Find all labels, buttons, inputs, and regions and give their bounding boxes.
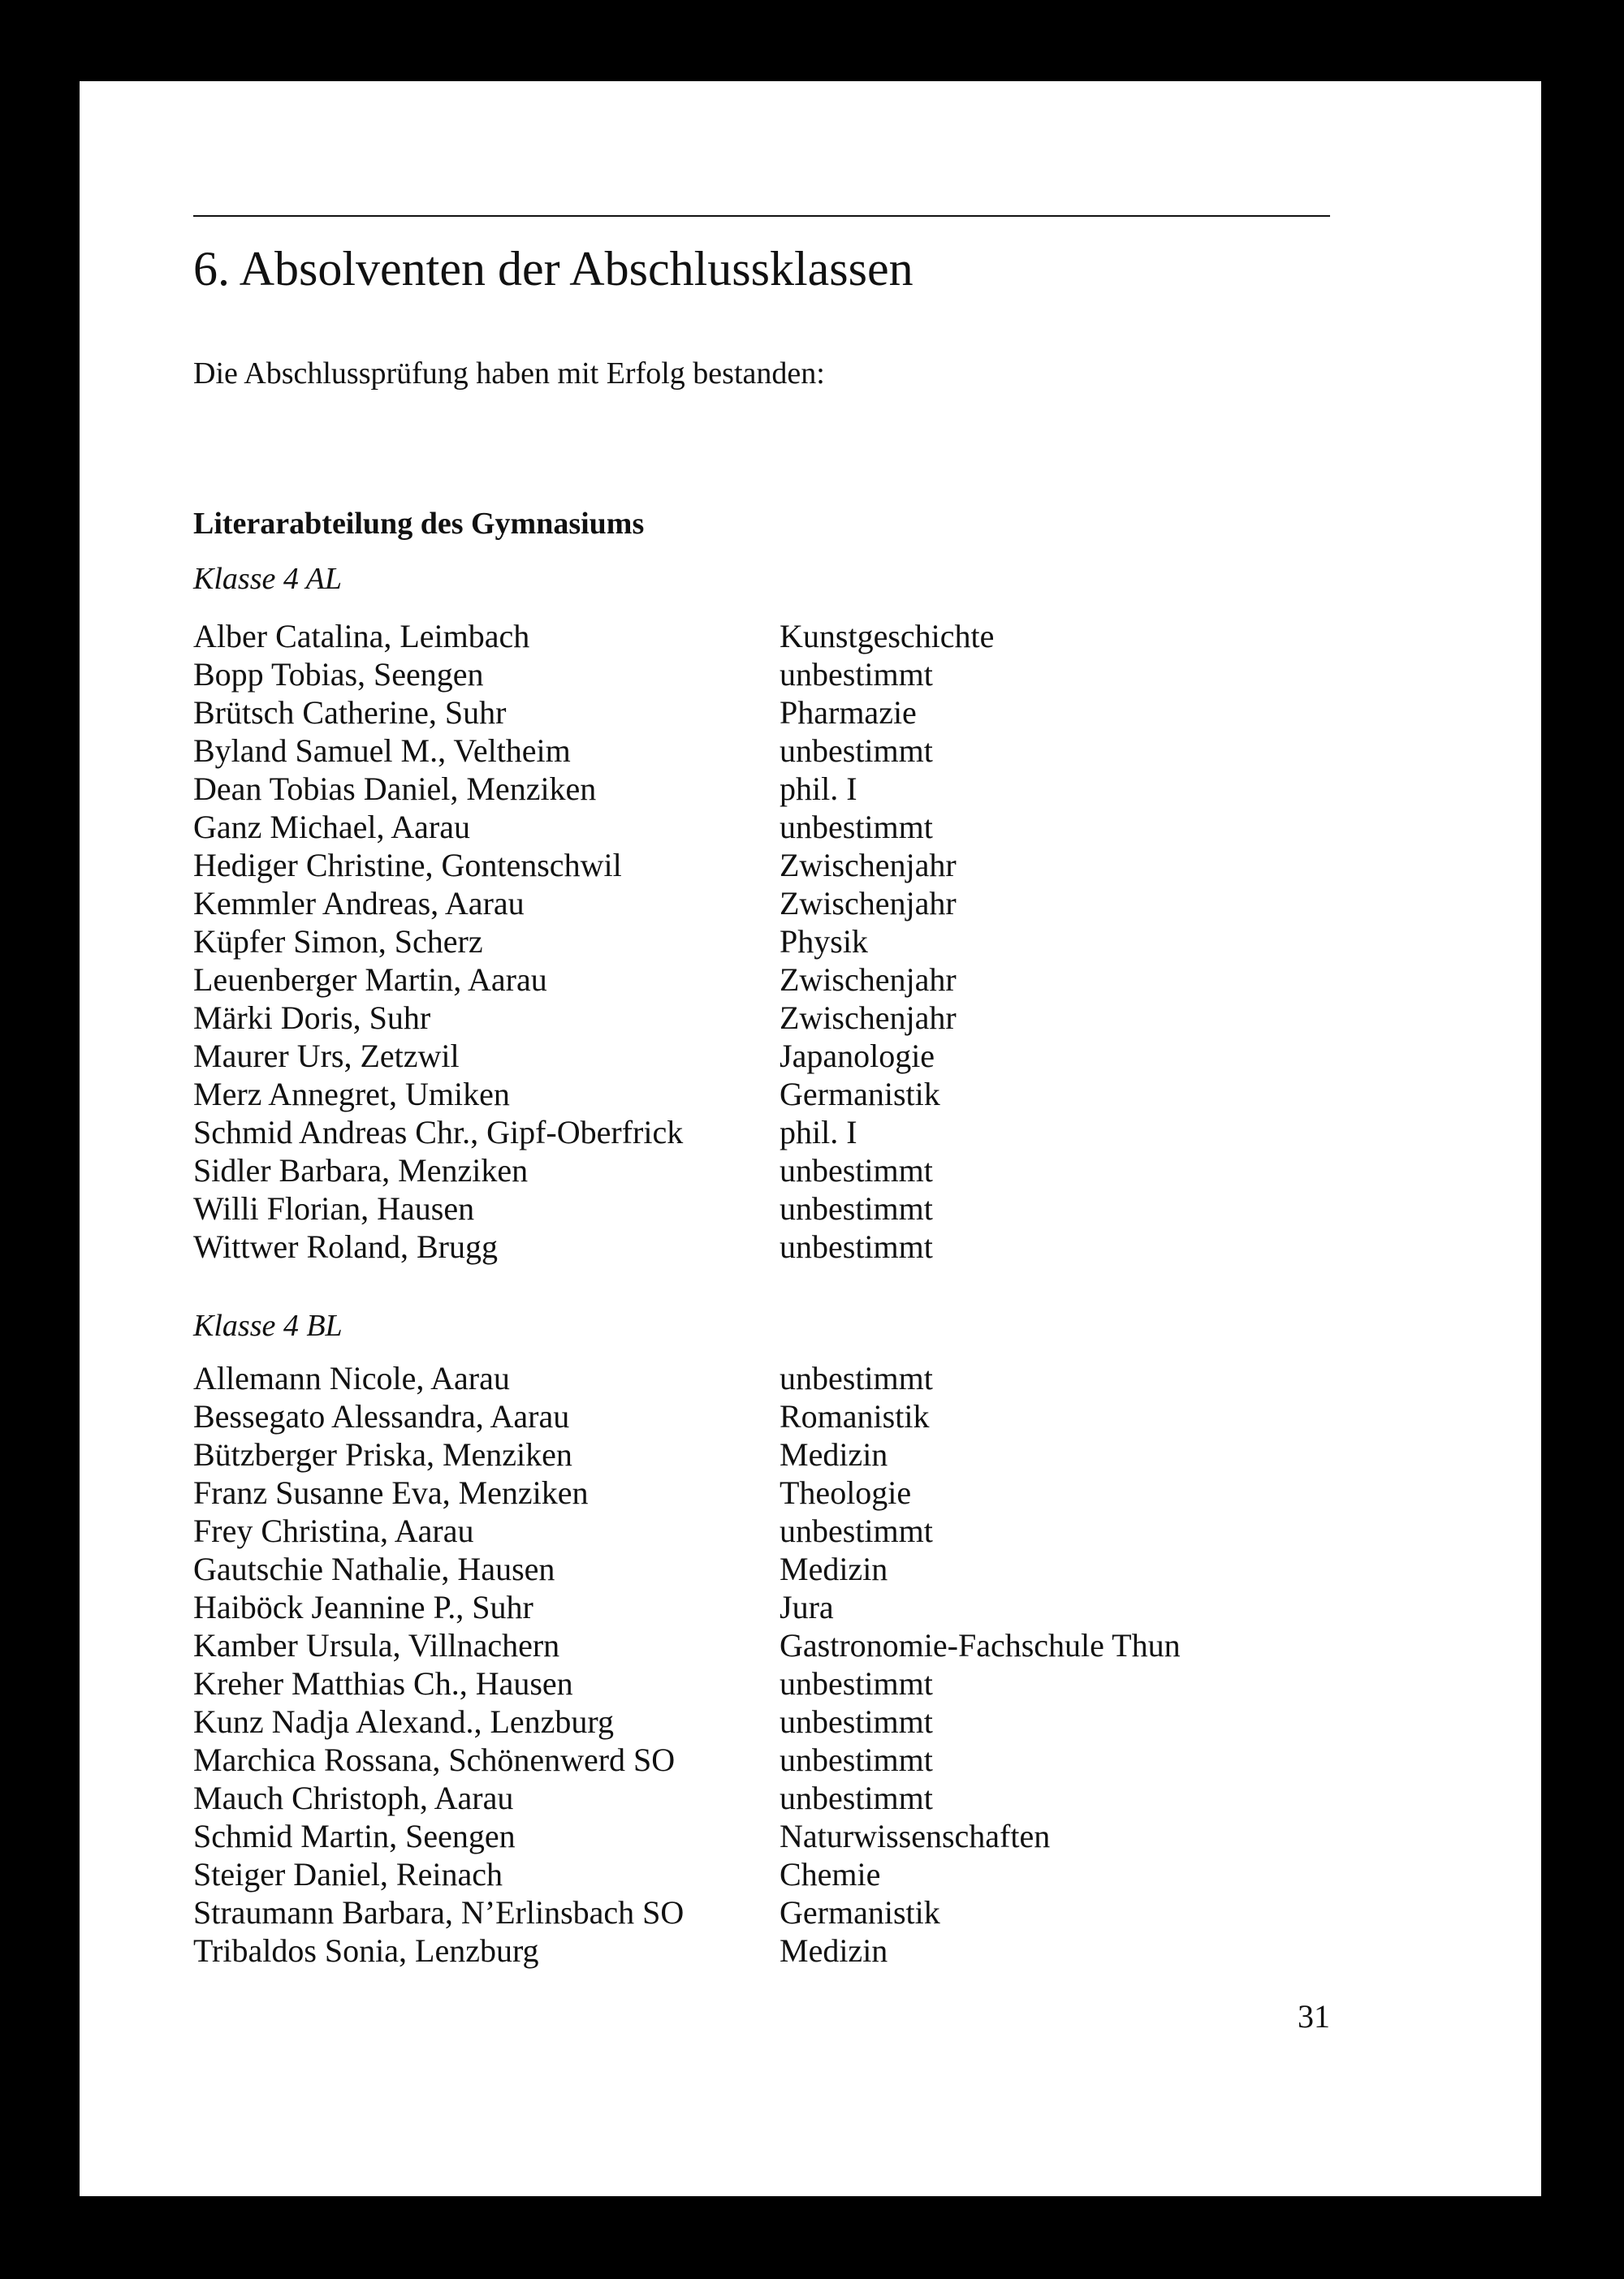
student-name: Sidler Barbara, Menziken bbox=[193, 1152, 529, 1189]
student-field-of-study: unbestimmt bbox=[780, 1190, 933, 1227]
student-name: Marchica Rossana, Schönenwerd SO bbox=[193, 1742, 676, 1778]
student-field-of-study: unbestimmt bbox=[780, 1513, 933, 1549]
student-field-of-study: unbestimmt bbox=[780, 1780, 933, 1816]
student-row bbox=[193, 1512, 1330, 1550]
student-field-of-study: Zwischenjahr bbox=[780, 885, 957, 922]
student-name: Brütsch Catherine, Suhr bbox=[193, 694, 507, 731]
student-row bbox=[193, 1779, 1330, 1817]
student-field-of-study: unbestimmt bbox=[780, 809, 933, 845]
department-heading: Literarabteilung des Gymnasiums bbox=[193, 507, 645, 541]
student-name: Willi Florian, Hausen bbox=[193, 1190, 475, 1227]
student-field-of-study: Kunstgeschichte bbox=[780, 618, 995, 654]
student-field-of-study: Naturwissenschaften bbox=[780, 1818, 1051, 1854]
student-name: Frey Christina, Aarau bbox=[193, 1513, 474, 1549]
student-row bbox=[193, 1228, 1330, 1266]
student-row bbox=[193, 846, 1330, 884]
class-heading-4bl: Klasse 4 BL bbox=[193, 1309, 343, 1343]
student-name: Haiböck Jeannine P., Suhr bbox=[193, 1589, 533, 1625]
page-number: 31 bbox=[1298, 1998, 1330, 2035]
student-field-of-study: Zwischenjahr bbox=[780, 961, 957, 998]
student-row bbox=[193, 1474, 1330, 1512]
student-name: Leuenberger Martin, Aarau bbox=[193, 961, 547, 998]
student-row bbox=[193, 1189, 1330, 1228]
student-row bbox=[193, 617, 1330, 655]
student-field-of-study: Romanistik bbox=[780, 1398, 930, 1435]
student-field-of-study: Gastronomie-Fachschule Thun bbox=[780, 1627, 1181, 1664]
student-field-of-study: Medizin bbox=[780, 1436, 888, 1473]
student-row bbox=[193, 1037, 1330, 1075]
student-field-of-study: Chemie bbox=[780, 1856, 881, 1893]
student-name: Bützberger Priska, Menziken bbox=[193, 1436, 572, 1473]
student-field-of-study: phil. I bbox=[780, 770, 857, 807]
student-row bbox=[193, 1855, 1330, 1893]
student-name: Bopp Tobias, Seengen bbox=[193, 656, 484, 693]
student-list-4al bbox=[193, 617, 1330, 1266]
student-field-of-study: Germanistik bbox=[780, 1076, 940, 1112]
student-name: Allemann Nicole, Aarau bbox=[193, 1360, 510, 1396]
intro-text: Die Abschlussprüfung haben mit Erfolg bestanden: bbox=[193, 356, 825, 391]
student-row bbox=[193, 1626, 1330, 1664]
student-field-of-study: unbestimmt bbox=[780, 1665, 933, 1702]
student-row bbox=[193, 922, 1330, 960]
student-field-of-study: unbestimmt bbox=[780, 656, 933, 693]
student-field-of-study: Pharmazie bbox=[780, 694, 917, 731]
student-row bbox=[193, 1703, 1330, 1741]
student-name: Merz Annegret, Umiken bbox=[193, 1076, 510, 1112]
student-row bbox=[193, 732, 1330, 770]
student-row bbox=[193, 999, 1330, 1037]
title-rule bbox=[193, 215, 1330, 217]
student-field-of-study: unbestimmt bbox=[780, 1703, 933, 1740]
student-row bbox=[193, 1359, 1330, 1397]
student-name: Bessegato Alessandra, Aarau bbox=[193, 1398, 570, 1435]
student-row bbox=[193, 960, 1330, 999]
student-name: Alber Catalina, Leimbach bbox=[193, 618, 530, 654]
student-name: Ganz Michael, Aarau bbox=[193, 809, 470, 845]
student-name: Byland Samuel M., Veltheim bbox=[193, 732, 571, 769]
student-row bbox=[193, 1550, 1330, 1588]
student-name: Straumann Barbara, N’Erlinsbach SO bbox=[193, 1894, 685, 1931]
student-name: Wittwer Roland, Brugg bbox=[193, 1228, 498, 1265]
student-row bbox=[193, 808, 1330, 846]
student-field-of-study: Zwischenjahr bbox=[780, 999, 957, 1036]
student-name: Märki Doris, Suhr bbox=[193, 999, 431, 1036]
student-field-of-study: Germanistik bbox=[780, 1894, 940, 1931]
student-field-of-study: Jura bbox=[780, 1589, 834, 1625]
student-row bbox=[193, 1741, 1330, 1779]
student-row bbox=[193, 1817, 1330, 1855]
student-list-4bl bbox=[193, 1359, 1330, 1970]
student-name: Küpfer Simon, Scherz bbox=[193, 923, 483, 960]
page-title: 6. Absolventen der Abschlussklassen bbox=[193, 242, 914, 296]
student-field-of-study: unbestimmt bbox=[780, 1228, 933, 1265]
student-field-of-study: Physik bbox=[780, 923, 868, 960]
student-row bbox=[193, 1932, 1330, 1970]
student-row bbox=[193, 1893, 1330, 1932]
class-heading-4al: Klasse 4 AL bbox=[193, 562, 343, 596]
student-row bbox=[193, 770, 1330, 808]
student-field-of-study: unbestimmt bbox=[780, 1152, 933, 1189]
student-row bbox=[193, 1075, 1330, 1113]
student-name: Maurer Urs, Zetzwil bbox=[193, 1038, 460, 1074]
student-row bbox=[193, 1397, 1330, 1435]
student-field-of-study: Zwischenjahr bbox=[780, 847, 957, 883]
student-name: Schmid Martin, Seengen bbox=[193, 1818, 516, 1854]
student-field-of-study: unbestimmt bbox=[780, 1360, 933, 1396]
student-row bbox=[193, 884, 1330, 922]
student-name: Dean Tobias Daniel, Menziken bbox=[193, 770, 597, 807]
student-name: Kemmler Andreas, Aarau bbox=[193, 885, 525, 922]
student-field-of-study: unbestimmt bbox=[780, 1742, 933, 1778]
student-name: Kunz Nadja Alexand., Lenzburg bbox=[193, 1703, 614, 1740]
student-name: Mauch Christoph, Aarau bbox=[193, 1780, 514, 1816]
student-field-of-study: Theologie bbox=[780, 1474, 912, 1511]
student-row bbox=[193, 1435, 1330, 1474]
student-row bbox=[193, 1113, 1330, 1151]
student-row bbox=[193, 1588, 1330, 1626]
student-field-of-study: Medizin bbox=[780, 1551, 888, 1587]
student-row bbox=[193, 1151, 1330, 1189]
student-name: Franz Susanne Eva, Menziken bbox=[193, 1474, 589, 1511]
student-field-of-study: unbestimmt bbox=[780, 732, 933, 769]
student-name: Kreher Matthias Ch., Hausen bbox=[193, 1665, 573, 1702]
student-field-of-study: phil. I bbox=[780, 1114, 857, 1150]
student-field-of-study: Japanologie bbox=[780, 1038, 935, 1074]
student-name: Schmid Andreas Chr., Gipf-Oberfrick bbox=[193, 1114, 684, 1150]
student-name: Hediger Christine, Gontenschwil bbox=[193, 847, 622, 883]
student-name: Gautschie Nathalie, Hausen bbox=[193, 1551, 555, 1587]
student-row bbox=[193, 655, 1330, 693]
student-row bbox=[193, 1664, 1330, 1703]
student-name: Tribaldos Sonia, Lenzburg bbox=[193, 1932, 539, 1969]
student-name: Steiger Daniel, Reinach bbox=[193, 1856, 503, 1893]
student-name: Kamber Ursula, Villnachern bbox=[193, 1627, 560, 1664]
student-row bbox=[193, 693, 1330, 732]
student-field-of-study: Medizin bbox=[780, 1932, 888, 1969]
